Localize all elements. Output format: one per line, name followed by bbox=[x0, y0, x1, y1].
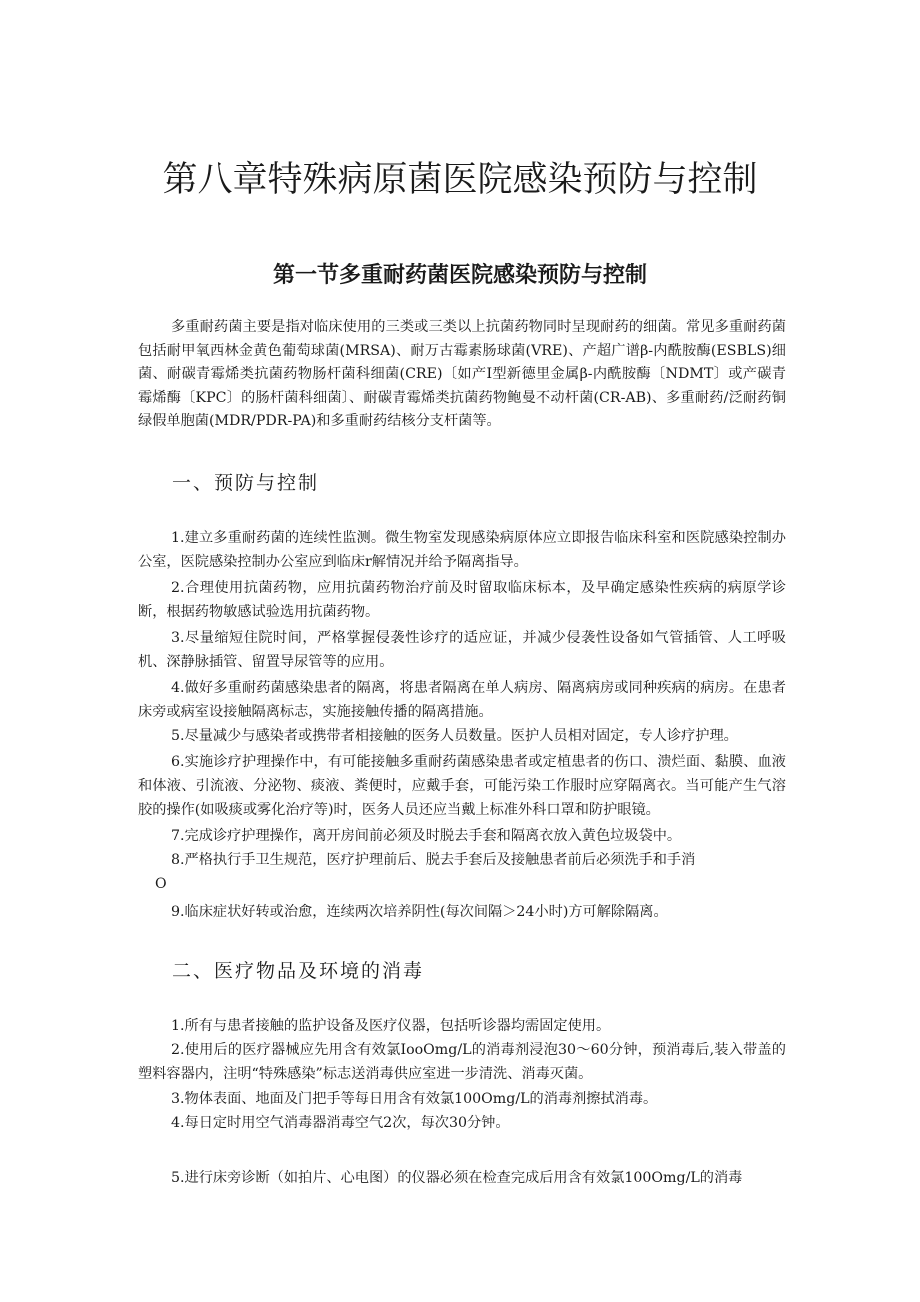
chapter-title: 第八章特殊病原菌医院感染预防与控制 bbox=[162, 160, 758, 200]
part2-item-5: 5.进行床旁诊断（如拍片、心电图）的仪器必须在检查完成后用含有效氯100Omg/L的消毒 bbox=[171, 1170, 743, 1186]
part2-item-1: 1.所有与患者接触的监护设备及医疗仪器，包括听诊器均需固定使用。 bbox=[171, 1018, 611, 1034]
section-title: 第一节多重耐药菌医院感染预防与控制 bbox=[272, 263, 647, 288]
part1-item-5: 5.尽量减少与感染者或携带者相接触的医务人员数量。医护人员相对固定，专人诊疗护理。 bbox=[171, 728, 738, 744]
part1-item-6: 6.实施诊疗护理操作中，有可能接触多重耐药菌感染患者或定植患者的伤口、溃烂面、黏膜、血液和体液、引流液、分泌物、痰液、粪便时，应戴手套，可能污染工作服时应穿隔离衣。当可能产生气溶胶的操作(如吸痰或雾化治疗等)时，医务人员还应当戴上标准外科口罩和防护眼镜。 bbox=[138, 754, 786, 818]
part1-item-2: 2.合理使用抗菌药物，应用抗菌药物治疗前及时留取临床标本，及早确定感染性疾病的病原学诊断，根据药物敏感试验选用抗菌药物。 bbox=[138, 580, 786, 620]
part2-item-3: 3.物体表面、地面及门把手等每日用含有效氯100Omg/L的消毒剂擦拭消毒。 bbox=[171, 1091, 658, 1107]
part1-item-7: 7.完成诊疗护理操作，离开房间前必须及时脱去手套和隔离衣放入黄色垃圾袋中。 bbox=[171, 828, 682, 844]
intro-paragraph: 多重耐药菌主要是指对临床使用的三类或三类以上抗菌药物同时呈现耐药的细菌。常见多重耐药菌包括耐甲氧西林金黄色葡萄球菌(MRSA)、耐万古霉素肠球菌(VRE)、产超广谱β-内酰胺酶(ESBLS)细菌、耐碳青霉烯类抗菌药物肠杆菌科细菌(CRE)〔如产I型新德里金属β-内酰胺酶〔NDMT〕或产碳青霉烯酶〔KPC〕的肠杆菌科细菌〕、耐碳青霉烯类抗菌药物鲍曼不动杆菌(CR-AB)、多重耐药/泛耐药铜绿假单胞菌(MDR/PDR-PA)和多重耐药结核分支杆菌等。 bbox=[138, 319, 786, 430]
part2-heading: 二、医疗物品及环境的消毒 bbox=[172, 960, 425, 982]
part1-item-8: 8.严格执行手卫生规范，医疗护理前后、脱去手套后及接触患者前后必须洗手和手消 bbox=[171, 852, 696, 868]
part1-heading: 一、预防与控制 bbox=[172, 472, 320, 494]
part1-item-4: 4.做好多重耐药菌感染患者的隔离，将患者隔离在单人病房、隔离病房或同种疾病的病房。在患者床旁或病室设接触隔离标志，实施接触传播的隔离措施。 bbox=[138, 680, 786, 720]
part1-item-3: 3.尽量缩短住院时间，严格掌握侵袭性诊疗的适应证，并减少侵袭性设备如气管插管、人工呼吸机、深静脉插管、留置导尿管等的应用。 bbox=[138, 630, 786, 670]
part1-item-9: 9.临床症状好转或治愈，连续两次培养阴性(每次间隔＞24小时)方可解除隔离。 bbox=[171, 904, 668, 920]
part2-item-4: 4.每日定时用空气消毒器消毒空气2次，每次30分钟。 bbox=[171, 1115, 510, 1131]
part1-item-1: 1.建立多重耐药菌的连续性监测。微生物室发现感染病原体应立即报告临床科室和医院感染控制办公室，医院感染控制办公室应到临床r解情况并给予隔离指导。 bbox=[138, 530, 786, 570]
part2-item-2: 2.使用后的医疗器械应先用含有效氯IooOmg/L的消毒剂浸泡30～60分钟，预消毒后,装入带盖的塑料容器内，注明“特殊感染”标志送消毒供应室进一步清洗、消毒灭菌。 bbox=[138, 1042, 786, 1082]
part1-item-8-tail: O bbox=[155, 876, 167, 892]
